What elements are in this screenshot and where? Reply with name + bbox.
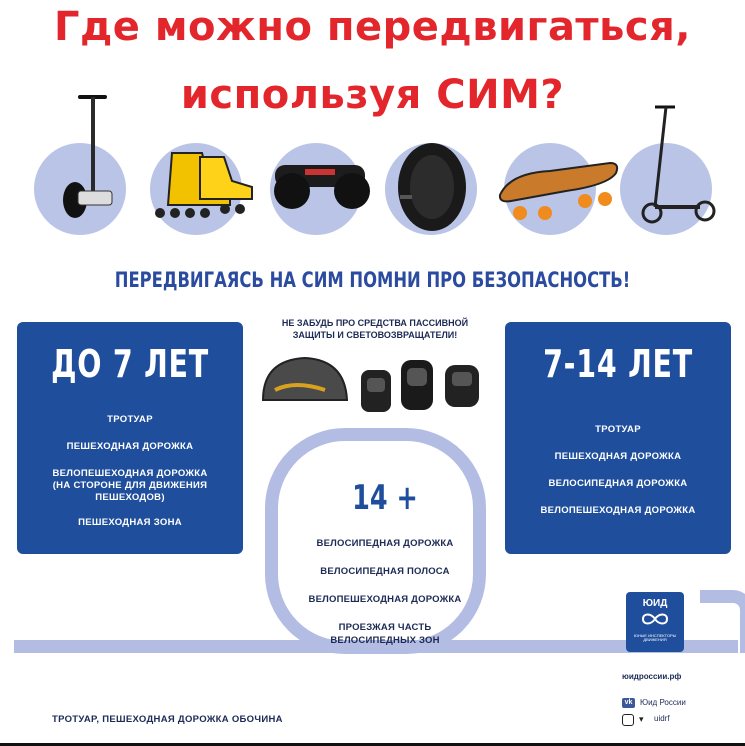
card-7-14-item: ВЕЛОСИПЕДНАЯ ДОРОЖКА	[548, 477, 688, 489]
logo-text: ЮИД	[642, 598, 668, 609]
segway-icon	[63, 97, 112, 218]
protection-note-line2: ЗАЩИТЫ И СВЕТОВОЗВРАЩАТЕЛИ!	[292, 330, 458, 340]
card-under-7-item: ПЕШЕХОДОВ)	[95, 491, 165, 503]
protective-gear-illustration	[255, 350, 495, 430]
age-14-item: ВЕЛОСИПЕДНЫХ ЗОН	[330, 635, 440, 646]
road-corner-right	[700, 590, 745, 653]
card-under-7-item: ВЕЛОПЕШЕХОДНАЯ ДОРОЖКА	[52, 467, 208, 479]
card-under-7-heading: ДО 7 ЛЕТ	[51, 342, 209, 386]
protection-note-line1: НЕ ЗАБУДЬ ПРО СРЕДСТВА ПАССИВНОЙ	[281, 318, 469, 328]
card-under-7	[17, 322, 243, 554]
kick-scooter-icon	[643, 107, 714, 222]
age-14-item: ВЕЛОСИПЕДНАЯ ДОРОЖКА	[316, 538, 454, 549]
card-7-14-item: ПЕШЕХОДНАЯ ДОРОЖКА	[554, 450, 682, 462]
card-under-7-item: ПЕШЕХОДНАЯ ДОРОЖКА	[66, 440, 194, 452]
age-14-item: ПРОЕЗЖАЯ ЧАСТЬ	[338, 622, 432, 633]
card-7-14-item: ТРОТУАР	[595, 424, 641, 435]
card-7-14-item: ВЕЛОПЕШЕХОДНАЯ ДОРОЖКА	[540, 504, 696, 516]
infinity-icon	[635, 609, 675, 629]
age-14-item: ВЕЛОСИПЕДНАЯ ПОЛОСА	[320, 566, 450, 577]
social-handle[interactable]: uidrf	[654, 714, 670, 723]
yuid-logo	[626, 592, 684, 652]
logo-sub: ЮНЫЕ ИНСПЕКТОРЫ ДВИЖЕНИЯ	[633, 633, 677, 642]
site-link[interactable]: юидроссии.рф	[622, 672, 682, 681]
monowheel-icon	[398, 143, 466, 231]
devices-illustration	[0, 95, 745, 245]
card-7-14	[505, 322, 731, 554]
card-7-14-heading: 7-14 ЛЕТ	[543, 342, 693, 386]
twitter-icon[interactable]: ▾	[639, 714, 644, 724]
safety-subtitle: ПЕРЕДВИГАЯСЬ НА СИМ ПОМНИ ПРО БЕЗОПАСНОСТЬ!	[114, 268, 631, 292]
rollerblades-icon	[155, 153, 252, 218]
skateboard-icon	[500, 163, 617, 220]
age-14-item: ВЕЛОПЕШЕХОДНАЯ ДОРОЖКА	[308, 594, 462, 605]
vk-link[interactable]: Юид России	[640, 698, 686, 707]
card-under-7-item: ПЕШЕХОДНАЯ ЗОНА	[78, 517, 182, 529]
page-title-line2: используя СИМ?	[180, 72, 565, 118]
fallback-text: ТРОТУАР, ПЕШЕХОДНАЯ ДОРОЖКА ОБОЧИНА	[52, 714, 283, 725]
knee-pad-icon	[401, 360, 433, 410]
age-14-heading: 14 +	[352, 478, 418, 518]
hoverboard-icon	[274, 165, 370, 209]
helmet-icon	[263, 358, 347, 400]
card-under-7-item: (НА СТОРОНЕ ДЛЯ ДВИЖЕНИЯ	[52, 479, 208, 491]
page-title-line1: Где можно передвигаться,	[54, 4, 691, 50]
fallback-note: при отсутствии указанной инфраструктуры:	[58, 683, 261, 694]
wrist-guard-icon	[445, 365, 479, 407]
elbow-pad-icon	[361, 370, 391, 412]
instagram-icon[interactable]	[622, 714, 634, 726]
card-under-7-item: ТРОТУАР	[107, 414, 153, 425]
vk-icon[interactable]: vk	[622, 698, 635, 708]
